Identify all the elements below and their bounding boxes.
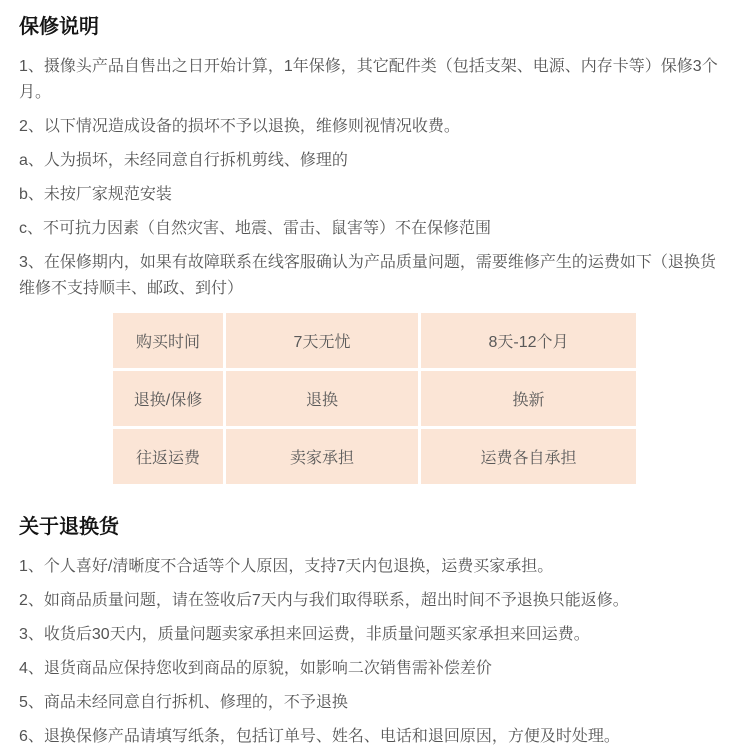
returns-section — [19, 513, 738, 750]
table-cell: 8天-12个月 — [421, 313, 636, 368]
table-cell: 卖家承担 — [226, 429, 418, 484]
table-cell: 换新 — [421, 371, 636, 426]
table-cell: 运费各自承担 — [421, 429, 636, 484]
returns-paragraph-5: 5、商品未经同意自行拆机、修理的，不予退换 — [19, 694, 348, 711]
table-cell: 退换 — [226, 371, 418, 426]
warranty-item-b: b、未按厂家规范安装 — [19, 186, 172, 203]
returns-paragraph-3: 3、收货后30天内，质量问题卖家承担来回运费，非质量问题买家承担来回运费。 — [19, 626, 590, 643]
table-cell-row-label: 退换/保修 — [113, 371, 223, 426]
table-cell: 7天无忧 — [226, 313, 418, 368]
table-cell-row-label: 往返运费 — [113, 429, 223, 484]
warranty-paragraph-3: 3、在保修期内，如果有故障联系在线客服确认为产品质量问题，需要维修产生的运费如下（退换货 维修不支持顺丰、邮政、到付） — [19, 254, 716, 297]
warranty-item-a: a、人为损坏，未经同意自行拆机剪线、修理的 — [19, 152, 348, 169]
warranty-section-title: 保修说明 — [19, 16, 99, 38]
returns-paragraph-4: 4、退货商品应保持您收到商品的原貌，如影响二次销售需补偿差价 — [19, 660, 492, 677]
returns-paragraph-2: 2、如商品质量问题，请在签收后7天内与我们取得联系，超出时间不予退换只能返修。 — [19, 592, 629, 609]
warranty-item-c: c、不可抗力因素（自然灾害、地震、雷击、鼠害等）不在保修范围 — [19, 220, 492, 237]
table-row-purchase-time — [113, 313, 636, 368]
returns-paragraph-6: 6、退换保修产品请填写纸条，包括订单号、姓名、电话和退回原因，方便及时处理。 — [19, 728, 620, 745]
returns-section-title: 关于退换货 — [19, 516, 119, 538]
warranty-paragraph-2: 2、以下情况造成设备的损坏不予以退换，维修则视情况收费。 — [19, 118, 460, 135]
table-row-return-or-repair — [113, 371, 636, 426]
table-cell-row-label: 购买时间 — [113, 313, 223, 368]
warranty-policy-table — [110, 310, 639, 487]
warranty-section — [19, 13, 738, 487]
returns-paragraph-1: 1、个人喜好/清晰度不合适等个人原因，支持7天内包退换，运费买家承担。 — [19, 558, 554, 575]
table-row-shipping-fee — [113, 429, 636, 484]
warranty-paragraph-1: 1、摄像头产品自售出之日开始计算，1年保修，其它配件类（包括支架、电源、内存卡等）保修3个 月。 — [19, 58, 718, 101]
